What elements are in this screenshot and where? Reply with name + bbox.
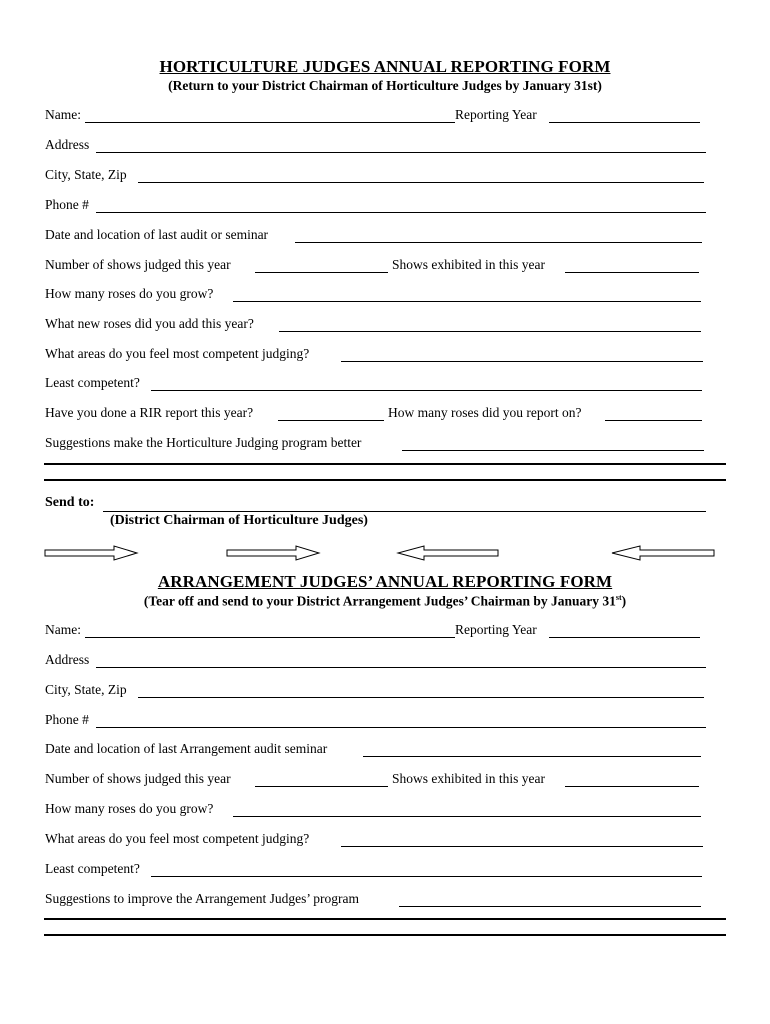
roses-grow-label: How many roses do you grow? [45, 801, 214, 816]
address-label: Address [45, 652, 90, 667]
address-field[interactable] [96, 667, 706, 668]
city-field[interactable] [138, 697, 704, 698]
divider [44, 463, 726, 465]
name-field[interactable] [85, 637, 455, 638]
roses-grow-field[interactable] [233, 301, 701, 302]
arrow-right-icon [226, 545, 322, 561]
shows-exhibited-field[interactable] [565, 272, 699, 273]
audit-field[interactable] [363, 756, 701, 757]
shows-exhibited-field[interactable] [565, 786, 699, 787]
shows-exhibited-label: Shows exhibited in this year [392, 771, 545, 786]
city-label: City, State, Zip [45, 682, 127, 697]
address-field[interactable] [96, 152, 706, 153]
arrow-left-icon [610, 545, 716, 561]
suggestions-label: Suggestions make the Horticulture Judging program better [45, 435, 362, 450]
least-label: Least competent? [45, 375, 140, 390]
audit-label: Date and location of last audit or seminar [45, 227, 269, 242]
competent-field[interactable] [341, 846, 703, 847]
competent-field[interactable] [341, 361, 703, 362]
least-field[interactable] [151, 876, 702, 877]
suggestions-field[interactable] [399, 906, 701, 907]
horticulture-form-subtitle: (Return to your District Chairman of Horticulture Judges by January 31st) [168, 78, 602, 93]
new-roses-field[interactable] [279, 331, 701, 332]
reporting-year-field[interactable] [549, 637, 700, 638]
send-to-field[interactable] [103, 511, 706, 512]
roses-report-field[interactable] [605, 420, 702, 421]
new-roses-label: What new roses did you add this year? [45, 316, 254, 331]
subtitle-end: ) [621, 593, 627, 609]
phone-label: Phone # [45, 197, 89, 212]
divider [44, 479, 726, 481]
phone-field[interactable] [96, 212, 706, 213]
competent-label: What areas do you feel most competent judging? [45, 346, 310, 361]
suggestions-label: Suggestions to improve the Arrangement Judges’ program [45, 891, 359, 906]
name-label: Name: [45, 107, 81, 122]
least-field[interactable] [151, 390, 702, 391]
arrangement-form-title: ARRANGEMENT JUDGES’ ANNUAL REPORTING FORM [157, 572, 613, 591]
horticulture-form-title: HORTICULTURE JUDGES ANNUAL REPORTING FORM [159, 57, 611, 76]
name-label: Name: [45, 622, 81, 637]
shows-judged-field[interactable] [255, 786, 388, 787]
divider [44, 918, 726, 920]
shows-judged-label: Number of shows judged this year [45, 257, 231, 272]
arrow-left-icon [396, 545, 500, 561]
phone-label: Phone # [45, 712, 89, 727]
audit-label: Date and location of last Arrangement audit seminar [45, 741, 328, 756]
shows-exhibited-label: Shows exhibited in this year [392, 257, 545, 272]
rir-label: Have you done a RIR report this year? [45, 405, 254, 420]
send-to-caption: (District Chairman of Horticulture Judges) [110, 513, 368, 528]
subtitle-text: (Tear off and send to your District Arrangement Judges’ Chairman by January 31 [143, 593, 616, 609]
send-to-label: Send to: [45, 495, 95, 510]
least-label: Least competent? [45, 861, 140, 876]
roses-grow-label: How many roses do you grow? [45, 286, 214, 301]
name-field[interactable] [85, 122, 455, 123]
divider [44, 934, 726, 936]
competent-label: What areas do you feel most competent judging? [45, 831, 310, 846]
arrow-right-icon [44, 545, 140, 561]
city-label: City, State, Zip [45, 167, 127, 182]
suggestions-field[interactable] [402, 450, 704, 451]
subtitle-superscript: st [615, 593, 622, 602]
roses-grow-field[interactable] [233, 816, 701, 817]
rir-field[interactable] [278, 420, 384, 421]
audit-field[interactable] [295, 242, 702, 243]
address-label: Address [45, 137, 90, 152]
shows-judged-label: Number of shows judged this year [45, 771, 231, 786]
roses-report-label: How many roses did you report on? [388, 405, 582, 420]
shows-judged-field[interactable] [255, 272, 388, 273]
reporting-year-field[interactable] [549, 122, 700, 123]
phone-field[interactable] [96, 727, 706, 728]
reporting-year-label: Reporting Year [455, 622, 537, 637]
reporting-year-label: Reporting Year [455, 107, 537, 122]
city-field[interactable] [138, 182, 704, 183]
arrangement-form-subtitle [0, 593, 770, 610]
